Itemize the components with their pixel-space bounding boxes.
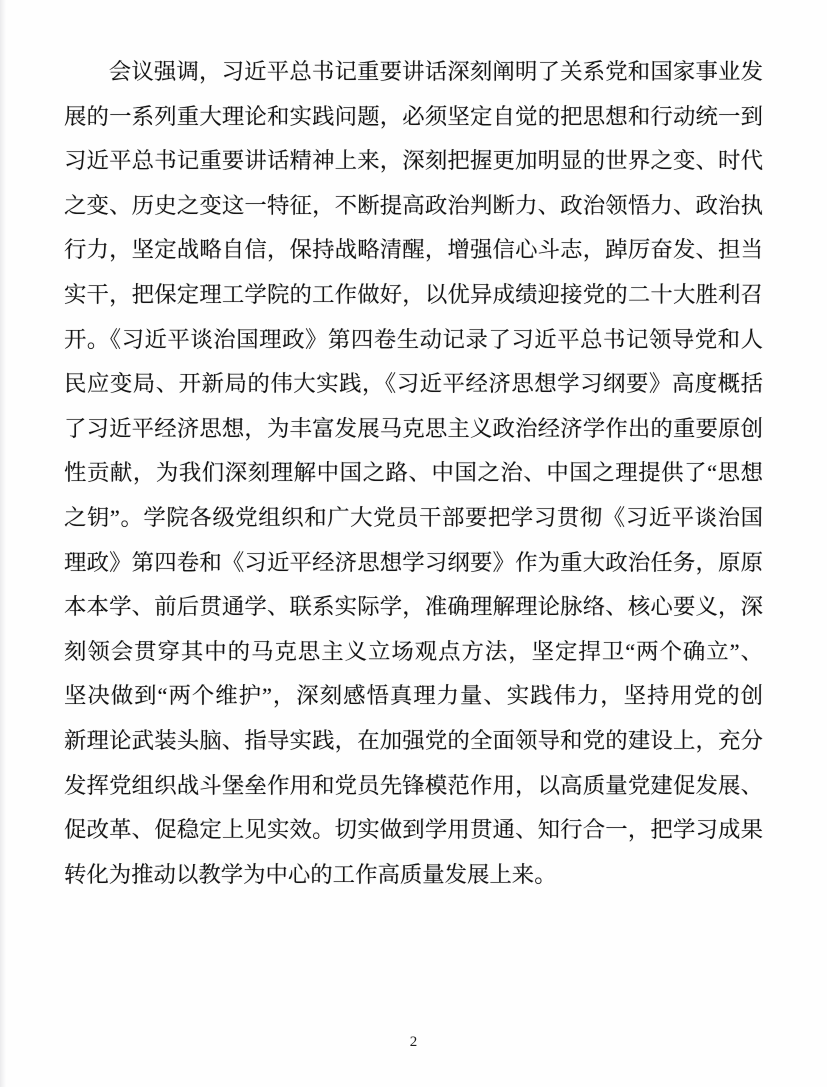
body-paragraph <box>64 50 763 897</box>
paragraph-line: 了习近平经济思想，为丰富发展马克思主义政治经济学作出的重要原创 <box>64 415 763 441</box>
paragraph-line: 实干，把保定理工学院的工作做好，以优异成绩迎接党的二十大胜利召 <box>64 281 763 307</box>
paragraph-line: 促改革、促稳定上见实效。切实做到学用贯通、知行合一，把学习成果 <box>64 817 763 843</box>
paragraph-line: 刻领会贯穿其中的马克思主义立场观点方法，坚定捍卫“两个确立”、 <box>64 638 763 664</box>
paragraph-line: 坚决做到“两个维护”，深刻感悟真理力量、实践伟力，坚持用党的创 <box>64 683 763 709</box>
paragraph-line: 发挥党组织战斗堡垒作用和党员先锋模范作用，以高质量党建促发展、 <box>64 772 763 798</box>
paragraph-line: 性贡献，为我们深刻理解中国之路、中国之治、中国之理提供了“思想 <box>64 460 763 486</box>
page-number: 2 <box>409 1034 418 1050</box>
paragraph-line: 会议强调，习近平总书记重要讲话深刻阐明了关系党和国家事业发 <box>108 59 763 84</box>
paragraph-line: 习近平总书记重要讲话精神上来，深刻把握更加明显的世界之变、时代 <box>64 148 763 174</box>
paragraph-line: 展的一系列重大理论和实践问题，必须坚定自觉的把思想和行动统一到 <box>64 103 763 129</box>
paragraph-line: 之变、历史之变这一特征，不断提高政治判断力、政治领悟力、政治执 <box>64 192 763 218</box>
paragraph-line: 行力，坚定战略自信，保持战略清醒，增强信心斗志，踔厉奋发、担当 <box>64 237 763 263</box>
paragraph-line: 转化为推动以教学为中心的工作高质量发展上来。 <box>64 861 557 887</box>
paragraph-line: 新理论武装头脑、指导实践，在加强党的全面领导和党的建设上，充分 <box>64 727 763 753</box>
page-footer <box>0 1033 827 1051</box>
paragraph-line: 开。《习近平谈治国理政》第四卷生动记录了习近平总书记领导党和人 <box>64 326 763 352</box>
scan-edge-shadow <box>0 0 6 1087</box>
paragraph-line: 之钥”。学院各级党组织和广大党员干部要把学习贯彻《习近平谈治国 <box>64 504 763 530</box>
paragraph-line: 本本学、前后贯通学、联系实际学，准确理解理论脉络、核心要义，深 <box>64 594 763 620</box>
paragraph-line: 民应变局、开新局的伟大实践，《习近平经济思想学习纲要》高度概括 <box>64 371 763 397</box>
paragraph-line: 理政》第四卷和《习近平经济思想学习纲要》作为重大政治任务，原原 <box>64 549 763 575</box>
